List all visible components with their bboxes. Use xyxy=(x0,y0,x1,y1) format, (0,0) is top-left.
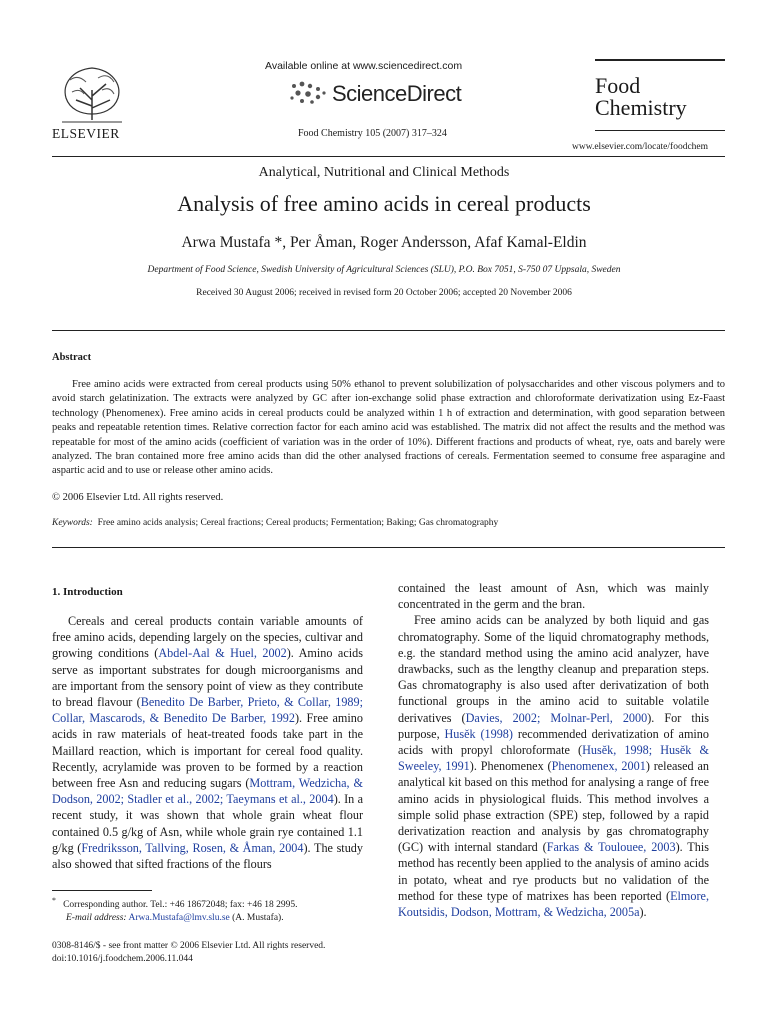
section-heading-introduction: 1. Introduction xyxy=(52,586,123,598)
sciencedirect-dots-icon xyxy=(288,80,328,106)
footnote-email: E-mail address: Arwa.Mustafa@lmv.slu.se (A. Mustafa). xyxy=(66,913,284,924)
footnote-rule xyxy=(52,890,152,891)
front-matter-info xyxy=(52,940,325,966)
abstract-bottom-rule xyxy=(52,547,725,548)
citation-link[interactable]: Husěk (1998) xyxy=(444,726,513,741)
header-rule xyxy=(52,156,725,157)
publisher-name: ELSEVIER xyxy=(52,126,120,141)
article-title: Analysis of free amino acids in cereal products xyxy=(177,191,591,216)
email-link[interactable]: Arwa.Mustafa@lmv.slu.se xyxy=(128,913,230,924)
citation-link[interactable]: Mottram, Wedzicha, & Dodson, 2002; Stadler et al., 2002; Taeymans et al., 2004 xyxy=(52,776,363,807)
citation-link[interactable]: Davies, 2002; Molnar-Perl, 2000 xyxy=(465,710,648,725)
doi-line[interactable]: doi:10.1016/j.foodchem.2006.11.044 xyxy=(52,954,193,964)
intro-paragraph-2: Free amino acids can be analyzed by both liquid and gas chromatography. Some of the liquid chromatography methods, e.g. the standard method using the amino acid analyzer, have drawbacks, such as the lengthy cleanup and preparation steps. Gas chromatography is also used after derivatization of both functional groups in the amino acid to suitable volatile derivatives (Davies, 2002; Molnar-Perl, 2000). For this purpose, Husěk (1998) recommended derivatization of amino acids with propyl chloroformate (Husěk, 1998; Husěk & Sweeley, 1991). Phenomenex (Phenomenex, 2001) released an analytical kit based on this method for analysing a range of free amino acids in physiological fluids. This method involves a simple solid phase extraction (SPE) step, followed by a rapid derivatization reaction and analysis by gas chromatography (GC) with internal standard (Farkas & Toulouee, 2003). This method has recently been applied to the analysis of amino acids in potato, wheat and rye products but no validation of the method for these type of matrixes has been reported (Elmore, Koutsidis, Dodson, Mottram, & Wedzicha, 2005a). xyxy=(398,613,709,920)
intro-paragraph-1: Cereals and cereal products contain variable amounts of free amino acids, depending largely on the species, cultivar and growing conditions (Abdel-Aal & Huel, 2002). Amino acids serve as important substrates for dough microorganisms and are important from the sensory point of view as they contribute to bread flavour (Benedito De Barber, Prieto, & Collar, 1989; Collar, Mascarods, & Benedito De Barber, 1992). Free amino acids in raw materials of heat-treated foods take part in the Maillard reaction, which is important for cereal food quality. Recently, acrylamide was proven to be formed by a reaction between free Asn and reducing sugars (Mottram, Wedzicha, & Dodson, 2002; Stadler et al., 2002; Taeymans et al., 2004). In a recent study, it was shown that whole grain wheat flour contained 0.5 g/kg of Asn, while whole grain rye contained 1.1 g/kg (Fredriksson, Tallving, Rosen, & Åman, 2004). The study also showed that sifted fractions of the flours xyxy=(52,614,364,872)
footnote xyxy=(52,894,298,925)
journal-name-line1: Food xyxy=(595,73,641,98)
abstract-top-rule xyxy=(52,330,725,331)
footnote-mark: * xyxy=(52,896,56,905)
citation-link[interactable]: Fredriksson, Tallving, Rosen, & Åman, 2004 xyxy=(81,840,304,855)
right-column xyxy=(398,580,709,920)
journal-citation: Food Chemistry 105 (2007) 317–324 xyxy=(298,128,447,139)
issn-line: 0308-8146/$ - see front matter © 2006 Elsevier Ltd. All rights reserved. xyxy=(52,941,326,951)
journal-name-line2: Chemistry xyxy=(595,95,687,120)
left-column xyxy=(52,613,363,872)
affiliation: Department of Food Science, Swedish University of Agricultural Sciences (SLU), P.O. Box 7051, S-750 07 Uppsala, Sweden xyxy=(147,265,621,275)
sciencedirect-wordmark: ScienceDirect xyxy=(332,81,462,106)
received-dates: Received 30 August 2006; received in revised form 20 October 2006; accepted 20 November 2006 xyxy=(196,288,572,298)
citation-link[interactable]: Phenomenex, 2001 xyxy=(551,759,646,774)
abstract-heading: Abstract xyxy=(52,352,92,363)
journal-block-rule xyxy=(595,130,725,131)
keywords xyxy=(52,518,498,528)
keywords-list: Free amino acids analysis; Cereal fractions; Cereal products; Fermentation; Baking; Gas chromatography xyxy=(97,518,499,528)
sciencedirect-logo[interactable] xyxy=(288,78,478,108)
citation-link[interactable]: Elmore, Koutsidis, Dodson, Mottram, & Wedzicha, 2005a xyxy=(398,888,709,920)
citation-link[interactable]: Benedito De Barber, Prieto, & Collar, 1989; Collar, Mascarods, & Benedito De Barber, 1992 xyxy=(52,695,363,726)
keywords-label: Keywords: xyxy=(52,518,93,528)
section-name: Analytical, Nutritional and Clinical Methods xyxy=(258,165,510,180)
citation-link[interactable]: Abdel-Aal & Huel, 2002 xyxy=(158,646,287,661)
citation-link[interactable]: Husěk, 1998; Husěk & Sweeley, 1991 xyxy=(398,743,709,774)
abstract-text: Free amino acids were extracted from cereal products using 50% ethanol to prevent solubilization of polysaccharides and other viscous polymers and to avoid starch gelatinization. The extracts were analyzed by GC after ion-exchange solid phase extraction and chloroformate derivatization using Ez-Faast technology (Phenomenex). Free amino acids in cereal products could be analyzed within 1 h of extraction and determination, with good separation between peaks and repeatable retention times. Relative correction factor for each amino acid was established. The matrix did not affect the results and the method was repeatable for most of the amino acids (coefficient of variation was in the order of 10%). Different fractions and products of wheat, rye, oats and barely were analyzed. The bran contained more free amino acids than did the other analysed fractions of cereals. Fermentation seemed to consume free asparagine and aspartic acid and to use or release other amino acids. xyxy=(52,379,725,477)
citation-link[interactable]: Farkas & Toulouee, 2003 xyxy=(546,840,676,855)
intro-paragraph-1-continued: contained the least amount of Asn, which was mainly concentrated in the germ and the bran. xyxy=(398,581,709,612)
available-online-text[interactable]: Available online at www.sciencedirect.com xyxy=(265,60,463,72)
journal-url[interactable]: www.elsevier.com/locate/foodchem xyxy=(572,142,709,152)
author-list: Arwa Mustafa *, Per Åman, Roger Andersson, Afaf Kamal-Eldin xyxy=(181,234,587,251)
abstract-copyright: © 2006 Elsevier Ltd. All rights reserved. xyxy=(52,492,224,503)
elsevier-tree-logo xyxy=(52,60,132,126)
footnote-corresponding: * Corresponding author. Tel.: +46 18672048; fax: +46 18 2995. xyxy=(52,896,298,911)
journal-name-block xyxy=(595,59,725,119)
